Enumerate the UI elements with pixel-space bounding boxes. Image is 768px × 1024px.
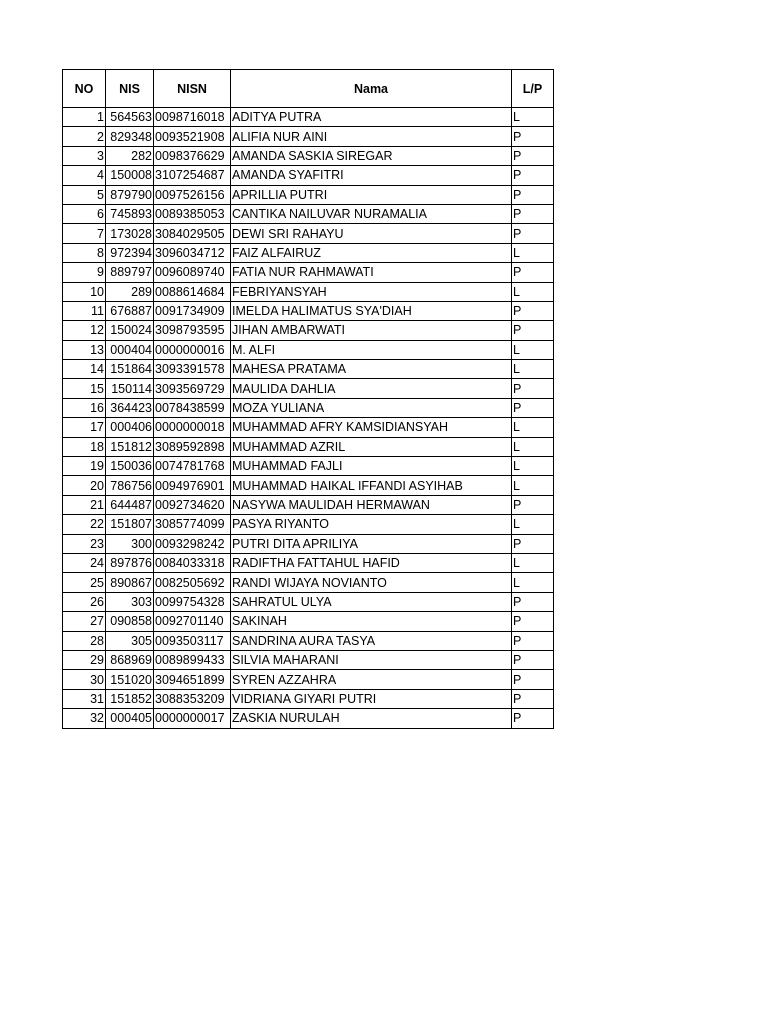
cell-nis: 564563 [106,108,154,127]
table-row [63,573,554,592]
cell-nisn: 0098716018 [154,108,231,127]
cell-nisn: 0094976901 [154,476,231,495]
cell-nis: 364423 [106,398,154,417]
cell-nisn: 3084029505 [154,224,231,243]
cell-no: 9 [63,263,106,282]
cell-nis: 890867 [106,573,154,592]
cell-no: 25 [63,573,106,592]
table-header [63,70,554,108]
cell-nis: 282 [106,146,154,165]
cell-lp: L [512,437,554,456]
cell-nama: AMANDA SYAFITRI [231,166,512,185]
cell-nisn: 0089385053 [154,204,231,223]
cell-nama: MUHAMMAD HAIKAL IFFANDI ASYIHAB [231,476,512,495]
table-row [63,146,554,165]
cell-nis: 000405 [106,709,154,728]
cell-nama: JIHAN AMBARWATI [231,321,512,340]
cell-lp: L [512,553,554,572]
cell-no: 24 [63,553,106,572]
cell-nis: 786756 [106,476,154,495]
table-row [63,515,554,534]
cell-nisn: 0000000018 [154,418,231,437]
table-row [63,457,554,476]
cell-lp: P [512,263,554,282]
cell-nisn: 0089899433 [154,650,231,669]
cell-nama: NASYWA MAULIDAH HERMAWAN [231,495,512,514]
cell-nama: PUTRI DITA APRILIYA [231,534,512,553]
cell-nama: FATIA NUR RAHMAWATI [231,263,512,282]
table-row [63,689,554,708]
cell-nisn: 0098376629 [154,146,231,165]
cell-nis: 829348 [106,127,154,146]
table-row [63,301,554,320]
cell-no: 11 [63,301,106,320]
table-row [63,398,554,417]
table-row [63,495,554,514]
cell-nis: 150036 [106,457,154,476]
cell-no: 30 [63,670,106,689]
cell-nisn: 0000000017 [154,709,231,728]
cell-nama: PASYA RIYANTO [231,515,512,534]
cell-nisn: 0099754328 [154,592,231,611]
cell-no: 1 [63,108,106,127]
cell-nama: AMANDA SASKIA SIREGAR [231,146,512,165]
table-body [63,108,554,729]
cell-nisn: 0000000016 [154,340,231,359]
cell-nisn: 0093521908 [154,127,231,146]
cell-nis: 289 [106,282,154,301]
cell-nama: DEWI SRI RAHAYU [231,224,512,243]
cell-nama: SANDRINA AURA TASYA [231,631,512,650]
header-no: NO [63,70,106,108]
cell-no: 4 [63,166,106,185]
cell-no: 18 [63,437,106,456]
table-row [63,204,554,223]
cell-no: 32 [63,709,106,728]
cell-nama: MAULIDA DAHLIA [231,379,512,398]
table-row [63,360,554,379]
cell-lp: P [512,146,554,165]
table-row [63,709,554,728]
cell-nis: 644487 [106,495,154,514]
cell-nama: FAIZ ALFAIRUZ [231,243,512,262]
student-roster-table [62,69,554,729]
cell-nisn: 3096034712 [154,243,231,262]
cell-lp: P [512,709,554,728]
cell-nis: 151807 [106,515,154,534]
cell-nis: 300 [106,534,154,553]
table-row [63,108,554,127]
cell-no: 27 [63,612,106,631]
cell-nama: APRILLIA PUTRI [231,185,512,204]
cell-no: 31 [63,689,106,708]
cell-no: 29 [63,650,106,669]
cell-nama: SAHRATUL ULYA [231,592,512,611]
cell-no: 15 [63,379,106,398]
table-row [63,476,554,495]
cell-nis: 150114 [106,379,154,398]
cell-nis: 151852 [106,689,154,708]
table-row [63,321,554,340]
cell-lp: L [512,108,554,127]
cell-lp: P [512,534,554,553]
cell-lp: P [512,127,554,146]
cell-lp: L [512,418,554,437]
cell-no: 2 [63,127,106,146]
header-nis: NIS [106,70,154,108]
table-row [63,534,554,553]
cell-no: 16 [63,398,106,417]
cell-lp: P [512,495,554,514]
cell-lp: L [512,243,554,262]
cell-no: 12 [63,321,106,340]
cell-nama: CANTIKA NAILUVAR NURAMALIA [231,204,512,223]
cell-lp: P [512,166,554,185]
cell-nisn: 0082505692 [154,573,231,592]
cell-nisn: 0091734909 [154,301,231,320]
cell-nisn: 0074781768 [154,457,231,476]
cell-nama: SAKINAH [231,612,512,631]
cell-lp: L [512,282,554,301]
cell-nisn: 3089592898 [154,437,231,456]
cell-nis: 879790 [106,185,154,204]
cell-no: 10 [63,282,106,301]
table-row [63,282,554,301]
cell-nis: 889797 [106,263,154,282]
table-row [63,553,554,572]
table-row [63,340,554,359]
cell-lp: L [512,457,554,476]
table-row [63,243,554,262]
cell-nama: ADITYA PUTRA [231,108,512,127]
cell-nisn: 3098793595 [154,321,231,340]
cell-nama: M. ALFI [231,340,512,359]
cell-nama: MAHESA PRATAMA [231,360,512,379]
cell-nisn: 0093503117 [154,631,231,650]
cell-nisn: 0096089740 [154,263,231,282]
table-row [63,631,554,650]
cell-lp: L [512,573,554,592]
header-nisn: NISN [154,70,231,108]
cell-nama: RANDI WIJAYA NOVIANTO [231,573,512,592]
cell-no: 13 [63,340,106,359]
cell-no: 23 [63,534,106,553]
cell-nisn: 0078438599 [154,398,231,417]
cell-nisn: 0097526156 [154,185,231,204]
cell-lp: P [512,670,554,689]
cell-nis: 151020 [106,670,154,689]
table-row [63,592,554,611]
cell-nisn: 3093569729 [154,379,231,398]
cell-nama: FEBRIYANSYAH [231,282,512,301]
cell-lp: L [512,340,554,359]
cell-no: 6 [63,204,106,223]
cell-nisn: 0093298242 [154,534,231,553]
cell-nama: SILVIA MAHARANI [231,650,512,669]
cell-no: 14 [63,360,106,379]
cell-nama: ALIFIA NUR AINI [231,127,512,146]
cell-nisn: 3107254687 [154,166,231,185]
cell-no: 20 [63,476,106,495]
cell-nama: ZASKIA NURULAH [231,709,512,728]
cell-no: 22 [63,515,106,534]
cell-nis: 151812 [106,437,154,456]
cell-nis: 972394 [106,243,154,262]
table-row [63,650,554,669]
table-row [63,437,554,456]
cell-nisn: 3085774099 [154,515,231,534]
cell-nis: 303 [106,592,154,611]
cell-nama: SYREN AZZAHRA [231,670,512,689]
cell-lp: P [512,379,554,398]
cell-lp: P [512,631,554,650]
cell-nama: VIDRIANA GIYARI PUTRI [231,689,512,708]
cell-lp: L [512,360,554,379]
table-row [63,263,554,282]
table-row [63,612,554,631]
cell-nis: 151864 [106,360,154,379]
cell-nis: 150008 [106,166,154,185]
cell-nis: 676887 [106,301,154,320]
cell-nis: 150024 [106,321,154,340]
cell-nis: 897876 [106,553,154,572]
cell-no: 28 [63,631,106,650]
header-row [63,70,554,108]
cell-lp: P [512,398,554,417]
cell-nama: MUHAMMAD AZRIL [231,437,512,456]
cell-nisn: 3093391578 [154,360,231,379]
cell-nisn: 3094651899 [154,670,231,689]
table-row [63,224,554,243]
table-row [63,127,554,146]
cell-lp: P [512,321,554,340]
cell-nama: IMELDA HALIMATUS SYA'DIAH [231,301,512,320]
cell-no: 8 [63,243,106,262]
header-nama: Nama [231,70,512,108]
cell-no: 26 [63,592,106,611]
cell-nama: MUHAMMAD FAJLI [231,457,512,476]
cell-no: 5 [63,185,106,204]
table-row [63,670,554,689]
cell-nis: 305 [106,631,154,650]
cell-lp: P [512,301,554,320]
cell-no: 7 [63,224,106,243]
cell-lp: P [512,689,554,708]
cell-nisn: 0084033318 [154,553,231,572]
cell-lp: P [512,612,554,631]
header-lp: L/P [512,70,554,108]
cell-nis: 000406 [106,418,154,437]
cell-nisn: 3088353209 [154,689,231,708]
table-row [63,418,554,437]
cell-nisn: 0092734620 [154,495,231,514]
cell-lp: P [512,650,554,669]
cell-nis: 000404 [106,340,154,359]
table-row [63,185,554,204]
table-row [63,166,554,185]
cell-lp: P [512,592,554,611]
cell-nama: RADIFTHA FATTAHUL HAFID [231,553,512,572]
table-row [63,379,554,398]
cell-lp: L [512,515,554,534]
cell-lp: P [512,204,554,223]
cell-nis: 868969 [106,650,154,669]
cell-nis: 090858 [106,612,154,631]
cell-lp: P [512,224,554,243]
cell-nama: MUHAMMAD AFRY KAMSIDIANSYAH [231,418,512,437]
cell-no: 17 [63,418,106,437]
cell-nisn: 0088614684 [154,282,231,301]
cell-lp: P [512,185,554,204]
cell-no: 3 [63,146,106,165]
cell-no: 21 [63,495,106,514]
cell-nis: 745893 [106,204,154,223]
cell-nama: MOZA YULIANA [231,398,512,417]
cell-nis: 173028 [106,224,154,243]
cell-no: 19 [63,457,106,476]
cell-nisn: 0092701140 [154,612,231,631]
cell-lp: L [512,476,554,495]
